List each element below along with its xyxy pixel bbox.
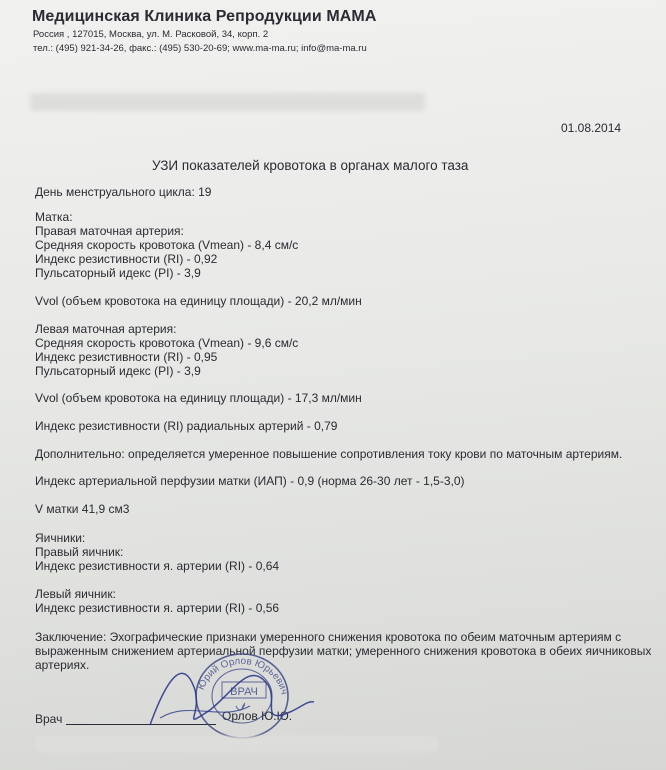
radial-artery-ri: Индекс резистивности (RI) радиальных артерий - 0,79	[35, 419, 338, 433]
right-artery-heading: Правая маточная артерия:	[35, 224, 184, 238]
handwritten-signature	[150, 673, 314, 725]
doctor-name: Орлов Ю.Ю.	[222, 709, 293, 723]
doctor-label: Врач	[35, 712, 63, 726]
left-artery-vvol: Vvol (объем кровотока на единицу площади) - 17,3 мл/мин	[35, 391, 362, 405]
stamp-label: ВРАЧ	[230, 686, 258, 698]
ovaries-heading: Яичники:	[35, 531, 86, 545]
perfusion-index: Индекс артериальной перфузии матки (ИАП) - 0,9 (норма 26-30 лет - 1,5-3,0)	[35, 474, 465, 488]
left-ovary-ri: Индекс резистивности я. артерии (RI) - 0,56	[35, 601, 280, 615]
left-artery-pi: Пульсаторный идекс (PI) - 3,9	[35, 364, 201, 378]
redacted-patient-info	[30, 93, 425, 111]
conclusion-line-1: Заключение: Эхографические признаки умеренного снижения кровотока по обеим маточным артериям с	[35, 630, 622, 644]
right-artery-pi: Пульсаторный идекс (PI) - 3,9	[35, 266, 201, 280]
redacted-footer	[36, 736, 438, 752]
cycle-day: День менструального цикла: 19	[35, 185, 212, 199]
right-ovary-heading: Правый яичник:	[35, 545, 124, 559]
clinic-address: Россия , 127015, Москва, ул. М. Расковой, 34, корп. 2	[33, 29, 269, 40]
clinic-name: Медицинская Клиника Репродукции МАМА	[32, 8, 377, 25]
left-artery-heading: Левая маточная артерия:	[35, 322, 177, 336]
right-artery-vvol: Vvol (объем кровотока на единицу площади) - 20,2 мл/мин	[35, 294, 362, 308]
left-artery-ri: Индекс резистивности (RI) - 0,95	[35, 350, 218, 364]
stamp-ring-text: Юрий Орлов Юрьевич	[195, 655, 290, 696]
report-title: УЗИ показателей кровотока в органах малого таза	[152, 158, 469, 173]
right-artery-vmean: Средняя скорость кровотока (Vmean) - 8,4 см/с	[35, 238, 299, 252]
conclusion-line-2: выраженным снижением артериальной перфузии матки; умеренного снижения кровотока в обеих яичниковых	[35, 644, 652, 658]
left-ovary-heading: Левый яичник:	[35, 587, 116, 601]
stamp-and-signature	[140, 630, 315, 740]
uterus-volume: V матки 41,9 см3	[35, 502, 130, 516]
right-artery-ri: Индекс резистивности (RI) - 0,92	[35, 252, 218, 266]
report-date: 01.08.2014	[561, 121, 622, 135]
right-ovary-ri: Индекс резистивности я. артерии (RI) - 0,64	[35, 559, 280, 573]
clinic-contacts: тел.: (495) 921-34-26, факс.: (495) 530-20-69; www.ma-ma.ru; info@ma-ma.ru	[33, 43, 367, 54]
conclusion-line-3: артериях.	[35, 658, 90, 672]
uterus-heading: Матка:	[35, 210, 73, 224]
additional-finding: Дополнительно: определяется умеренное повышение сопротивления току крови по маточным артериям.	[35, 447, 623, 461]
left-artery-vmean: Средняя скорость кровотока (Vmean) - 9,6 см/с	[35, 336, 299, 350]
